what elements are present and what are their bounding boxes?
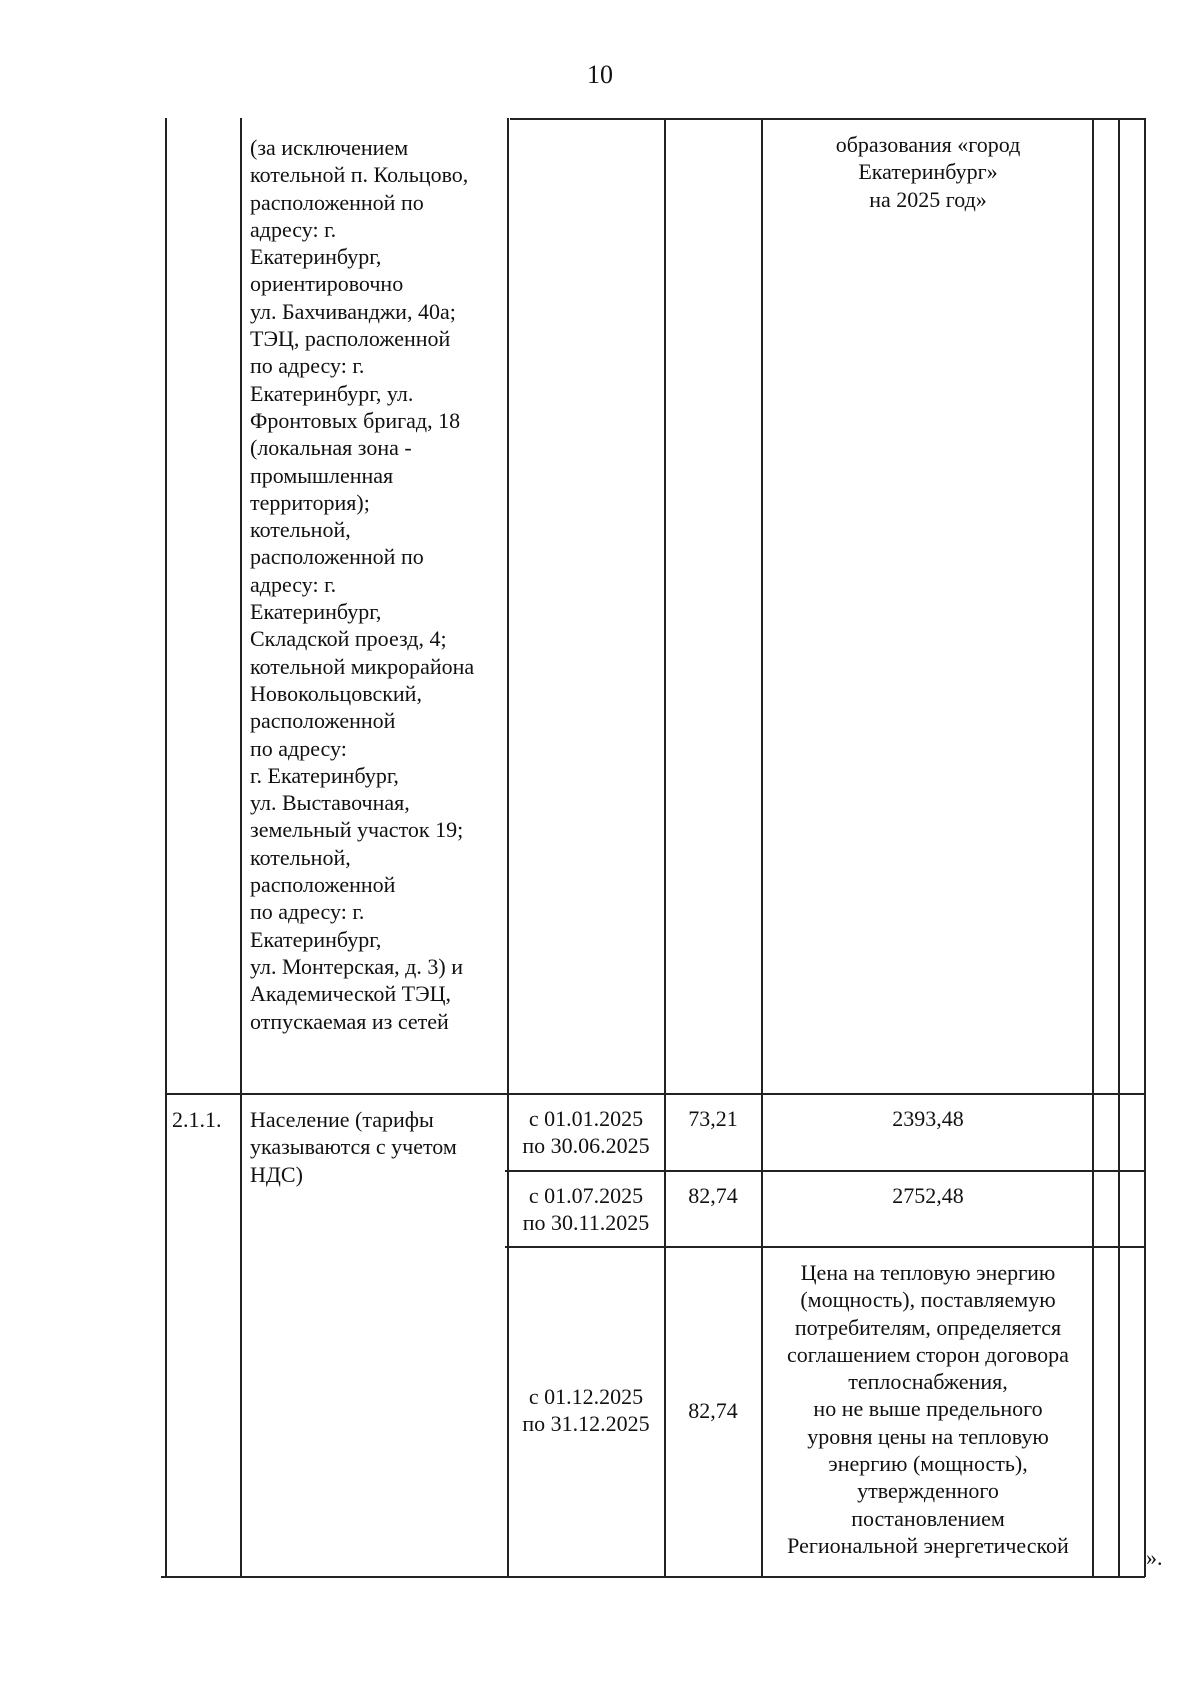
row-description: Население (тарифы указываются с учетом НДС) (250, 1107, 457, 1187)
table-border-top (510, 118, 1145, 120)
continuation-note: образования «город Екатеринбург» на 2025 год» (835, 132, 1021, 212)
column-separator (1118, 118, 1120, 1577)
rate-cell: 73,21 (688, 1106, 738, 1131)
page-number: 10 (587, 60, 613, 89)
continuation-description: (за исключением котельной п. Кольцово, расположенной по адресу: г. Екатеринбург, ориентировочно ул. Бахчиванджи, 40а; ТЭЦ, расположенной по адресу: г. Екатеринбург, ул. Фронтовых бригад, 18 (локальная зона - промышленная территория); котельной, расположенной по адресу: г. Екатеринбург, Складской проезд, 4; котельной микрорайона Новокольцовский, расположенной по адресу: г. Екатеринбург, ул. Выставочная, земельный участок 19; котельной, расположенной по адресу: г. Екатеринбург, ул. Монтерская, д. 3) и Академической ТЭЦ, отпускаемая из сетей (250, 135, 475, 1034)
row-number: 2.1.1. (172, 1107, 222, 1132)
closing-quote: ». (1146, 1545, 1163, 1570)
table-border-left (165, 118, 167, 1577)
rate-cell: 82,74 (688, 1183, 738, 1208)
value-cell: 2752,48 (892, 1183, 964, 1208)
table-row-separator (505, 1170, 1145, 1172)
column-separator (507, 118, 509, 1577)
period-cell: с 01.12.2025 по 31.12.2025 (522, 1384, 650, 1437)
table-row-separator (505, 1246, 1145, 1248)
column-separator (664, 118, 666, 1577)
value-cell: Цена на тепловую энергию (мощность), поставляемую потребителям, определяется соглашением сторон договора теплоснабжения, но не выше предельного уровня цены на тепловую энергию (мощность), утвержденного постановлением Региональной энергетической (787, 1260, 1069, 1558)
table-row-separator (165, 1093, 1145, 1095)
period-cell: с 01.01.2025 по 30.06.2025 (522, 1106, 650, 1159)
value-cell: 2393,48 (892, 1106, 964, 1131)
period-cell: с 01.07.2025 по 30.11.2025 (522, 1183, 650, 1236)
table-border-right (1144, 118, 1146, 1577)
rate-cell: 82,74 (688, 1398, 738, 1423)
column-separator (240, 118, 242, 1577)
table-border-bottom (161, 1576, 1145, 1578)
